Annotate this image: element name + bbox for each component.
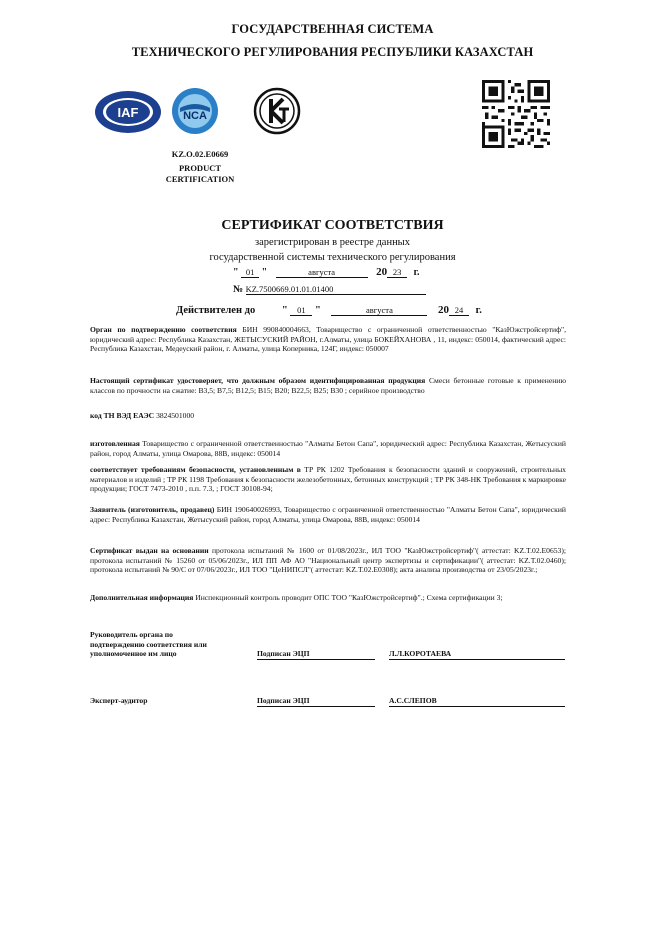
- manufactured-text: Товарищество с ограниченной ответственностью "Алматы Бетон Сапа", юридический адрес: Республика Казахстан, Жетысуский район, город Алматы, улица Омарова, 88В, индекс: 050014: [90, 439, 566, 458]
- head-label-line-3: уполномоченное им лицо: [90, 649, 177, 659]
- registration-date: [233, 266, 463, 278]
- head-name: Л.Л.КОРОТАЕВА: [389, 649, 565, 660]
- additional-section: [90, 593, 566, 603]
- expert-signature: Подписан ЭЦП: [257, 696, 375, 707]
- valid-label: Действителен до: [176, 305, 256, 316]
- complies-label: соответствует требованиям безопасности, установленным в: [90, 465, 301, 474]
- additional-text: Инспекционный контроль проводит ОПС ТОО "КазЮжстройсертиф".; Схема сертификации 3;: [193, 593, 503, 602]
- reg-date-year-unit: г.: [413, 267, 420, 278]
- qr-code: [482, 80, 550, 148]
- certificate-number: [233, 284, 426, 295]
- applicant-label: Заявитель (изготовитель, продавец): [90, 505, 215, 514]
- document-title: СЕРТИФИКАТ СООТВЕТСТВИЯ: [221, 218, 444, 233]
- number-value: KZ.7500669.01.01.01400: [246, 284, 426, 295]
- reg-date-quote-close: ": [261, 267, 268, 278]
- reg-date-year-suffix: 23: [387, 267, 407, 278]
- number-label: №: [233, 284, 244, 295]
- expert-name: А.С.СЛЕПОВ: [389, 696, 565, 707]
- complies-section: [90, 465, 566, 494]
- head-signatory-label: [90, 630, 250, 659]
- valid-year-suffix: 24: [449, 305, 469, 316]
- complies-text: ТР РК 1202 Требования к безопасности зданий и сооружений, строительных материалов и изделий ; ТР РК 1198 Требования к безопасности железобетонных, бетонных конструкций ; ТР РК 348-НК Требования к маркировке продукции; ГОСТ 7473-2010 , п.п. 7.3, ; ГОСТ 30108-94;: [90, 465, 566, 494]
- iaf-logo-text: IAF: [117, 105, 139, 120]
- organ-label: Орган по подтверждению соответствия: [90, 325, 237, 334]
- nca-logo: [170, 86, 220, 136]
- valid-day: 01: [290, 305, 312, 316]
- valid-quote-close: ": [314, 305, 321, 316]
- valid-year-prefix: 20: [438, 304, 450, 316]
- valid-until: [176, 304, 482, 316]
- reg-date-year-prefix: 20: [376, 266, 388, 278]
- cert-body-code: KZ.O.02.E0669: [171, 149, 229, 159]
- basis-label: Сертификат выдан на основании: [90, 546, 209, 555]
- head-label-line-2: подтверждению соответствия или: [90, 639, 207, 649]
- additional-label: Дополнительная информация: [90, 593, 194, 602]
- organ-text: БИН 990840004663, Товарищество с ограниченной ответственностью "КазЮжстройсертиф", юридический адрес: Республика Казахстан, ЖЕТЫСУСКИЙ РАЙОН, г.Алматы, улица БОКЕЙХАНОВА , 11, индекс: 050014, фактический адрес: Республика Казахстан, Медеуский район, г. Алматы, улица Коперника, 124Г, индекс: 050007: [90, 325, 566, 354]
- iaf-logo: [94, 90, 162, 134]
- cert-body-certification: CERTIFICATION: [165, 174, 235, 184]
- tnved-text: 3824501000: [154, 411, 195, 420]
- registered-line-1: зарегистрирован в реестре данных: [255, 237, 410, 248]
- reg-date-day: 01: [241, 267, 259, 278]
- valid-year-unit: г.: [475, 305, 482, 316]
- basis-text: протокола испытаний № 1600 от 01/08/2023г., ИЛ ТОО "КазЮжстройсертиф"( аттестат: KZ.T.02.E0653); протокола испытаний № 15260 от 05/06/2023г., ИЛ ПП АФ АО "Национальный центр экспертизы и сертификации"( аттестат: KZ.T.02.0460); протокола испытаний № 90/С от 07/06/2023г., ИЛ ТОО "ЦеНИПСЛ"( аттестат: KZ.T.02.E0308); акта анализа производства от 23/05/2023г.;: [90, 546, 566, 575]
- head-signature: Подписан ЭЦП: [257, 649, 375, 660]
- nca-logo-text: NCA: [183, 110, 207, 122]
- reg-date-month: августа: [276, 267, 368, 278]
- certifies-text: Смеси бетонные готовые к применению классов по прочности на сжатие: В3,5; В7,5; В12,5; В15; В20; В22,5; В25; В30 ; серийное производство: [90, 376, 567, 395]
- applicant-section: [90, 505, 566, 524]
- manufactured-section: [90, 439, 566, 458]
- registered-line-2: государственной системы технического регулирования: [209, 252, 456, 263]
- tnved-label: код ТН ВЭД ЕАЭС: [90, 411, 155, 420]
- tnved-section: [90, 411, 566, 421]
- conformity-mark-logo: [252, 86, 302, 136]
- certifies-section: [90, 376, 566, 395]
- cert-body-product: PRODUCT: [178, 163, 222, 173]
- head-label-line-1: Руководитель органа по: [90, 630, 173, 639]
- certifies-label: Настоящий сертификат удостоверяет, что должным образом идентифицированная продукция: [90, 376, 426, 385]
- basis-section: [90, 546, 566, 575]
- valid-month: августа: [331, 305, 427, 316]
- organ-section: [90, 325, 566, 354]
- valid-quote-open: ": [281, 305, 288, 316]
- expert-label: Эксперт-аудитор: [90, 696, 148, 705]
- applicant-text: БИН 190640026993, Товарищество с ограниченной ответственностью "Алматы Бетон Сапа", юридический адрес: Республика Казахстан, Жетысуский район, город Алматы, улица Омарова, 88В, индекс: 050014: [90, 505, 566, 524]
- header-line-1: ГОСУДАРСТВЕННАЯ СИСТЕМА: [231, 22, 434, 36]
- header-line-2: ТЕХНИЧЕСКОГО РЕГУЛИРОВАНИЯ РЕСПУБЛИКИ КАЗАХСТАН: [131, 45, 534, 59]
- manufactured-label: изготовленная: [90, 439, 140, 448]
- reg-date-quote-open: ": [233, 267, 239, 278]
